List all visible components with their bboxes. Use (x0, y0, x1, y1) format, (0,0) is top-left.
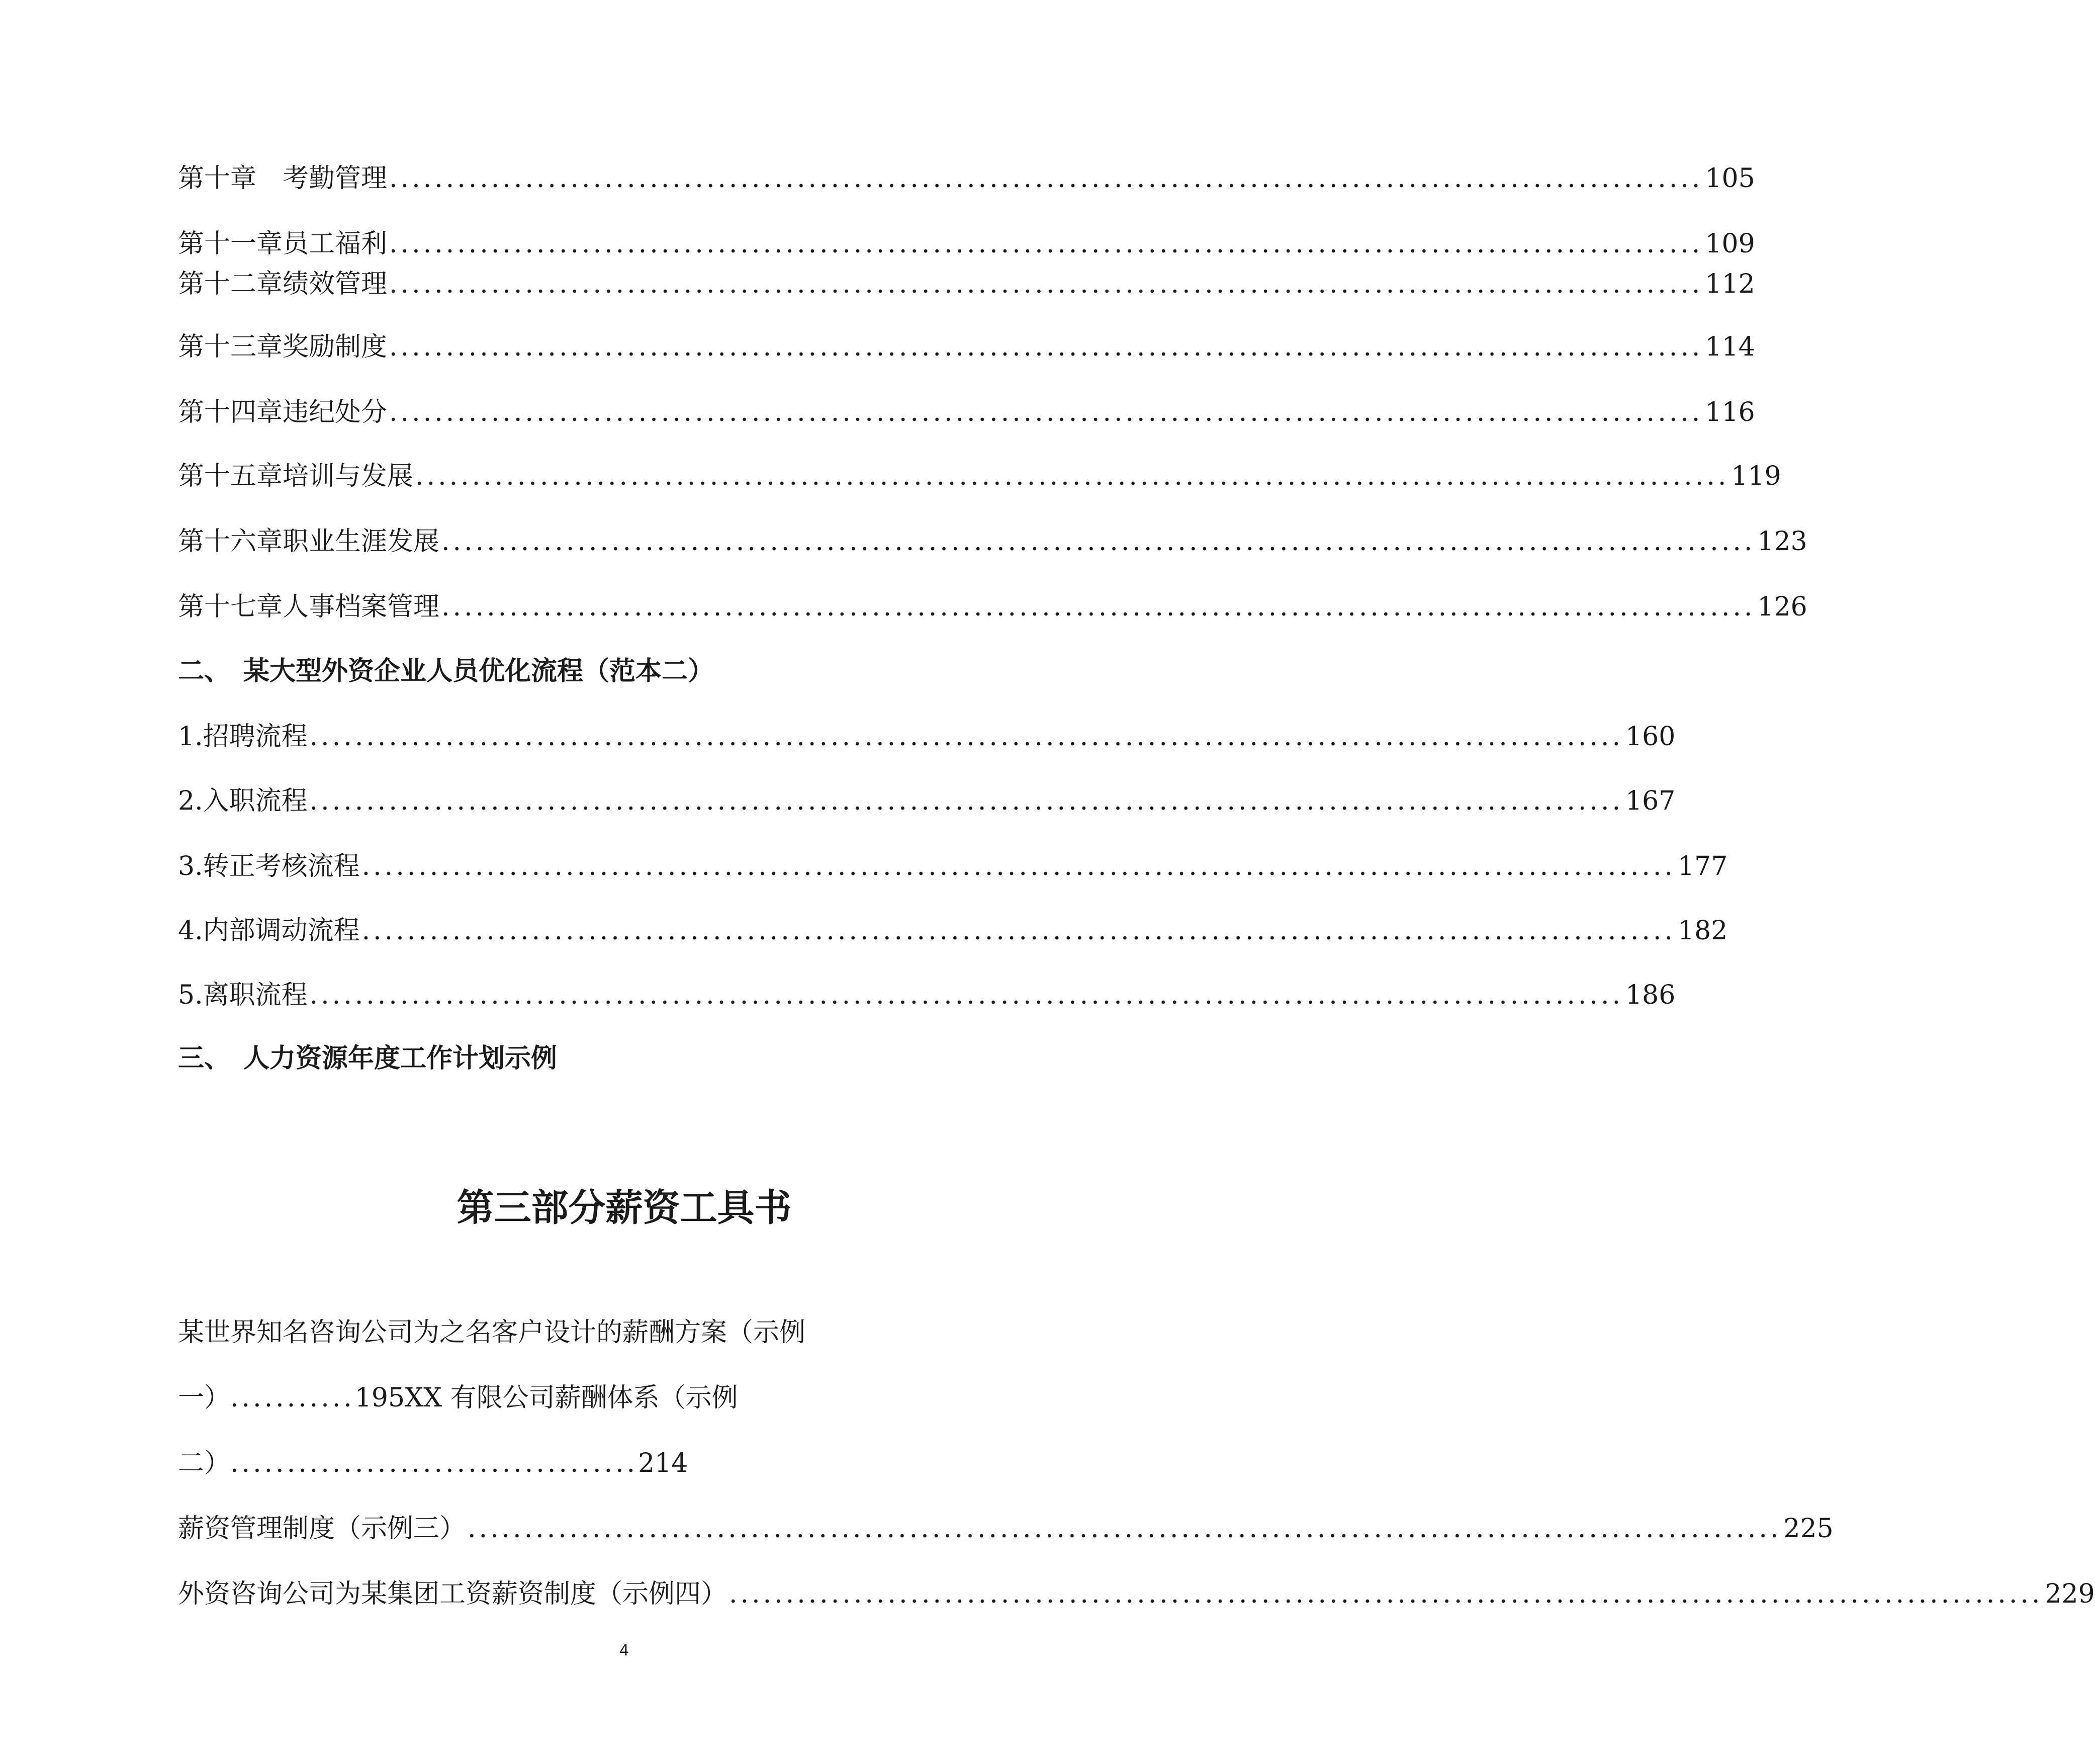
toc-entry-title: 薪资管理制度（示例三） (178, 1514, 466, 1544)
toc-entry-title: 195XX 有限公司薪酬体系（示例 (354, 1383, 738, 1413)
toc-entry-page: 225 (1783, 1514, 1834, 1544)
section-heading-3[interactable] (178, 1041, 557, 1076)
toc-entry-page: 112 (1705, 269, 1755, 299)
toc-entry-page: 160 (1625, 722, 1676, 752)
toc-entry-title: 第十三章奖励制度 (178, 332, 388, 362)
toc-leader-dots: .................................................................................................................... (389, 269, 1703, 299)
toc-entry[interactable] (178, 1511, 1834, 1546)
toc-leader-dots: .................................................................................................................... (361, 851, 1676, 881)
toc-entry[interactable] (178, 329, 1755, 365)
toc-leader-dots: .................................................................................................................... (441, 592, 1756, 622)
toc-entry-title: 5.离职流程 (178, 980, 308, 1010)
toc-leader-dots: .................................................................................................................... (729, 1579, 2043, 1609)
toc-leader-dots: .................................................................................................................... (415, 461, 1729, 491)
toc-entry-page: 126 (1757, 592, 1807, 622)
section-title: 某大型外资企业人员优化流程（范本二） (243, 656, 714, 686)
toc-entry[interactable] (178, 913, 1728, 948)
toc-entry-page: 186 (1625, 980, 1676, 1010)
toc-entry-line[interactable] (178, 1315, 805, 1350)
toc-leader-dots: ........... (230, 1383, 355, 1413)
toc-entry-page: 214 (638, 1448, 688, 1478)
page-number: 4 (619, 1642, 629, 1659)
section-number: 三、 (178, 1043, 231, 1074)
toc-entry[interactable] (178, 226, 1755, 261)
toc-leader-dots: .................................................................................................................... (309, 980, 1624, 1010)
toc-entry[interactable] (178, 719, 1676, 754)
toc-entry[interactable] (178, 524, 1807, 559)
toc-entry-title: 外资咨询公司为某集团工资薪资制度（示例四） (178, 1579, 727, 1609)
section-number: 二、 (178, 656, 231, 686)
toc-entry-title: 第十四章违纪处分 (178, 397, 388, 427)
toc-entry-page: 105 (1705, 163, 1755, 194)
toc-entry-title: 第十章 考勤管理 (178, 163, 388, 194)
toc-entry-page: 182 (1678, 916, 1728, 946)
toc-entry-title: 第十七章人事档案管理 (178, 592, 440, 622)
toc-entry[interactable] (178, 161, 1755, 196)
toc-entry-page: 229 (2045, 1579, 2095, 1609)
toc-entry-title: 2.入职流程 (178, 786, 308, 816)
toc-entry-page: 123 (1757, 526, 1807, 557)
toc-leader-dots: .................................................................................................................... (389, 397, 1703, 427)
toc-entry-page: 116 (1705, 397, 1755, 427)
toc-entry-page: 119 (1731, 461, 1781, 491)
section-heading-2[interactable] (178, 654, 714, 689)
part-title: 第三部分薪资工具书 (457, 1186, 792, 1229)
toc-entry-title: 1.招聘流程 (178, 722, 308, 752)
toc-entry[interactable] (178, 1576, 2095, 1612)
toc-entry-title: 一） (178, 1383, 231, 1413)
toc-entry-title: 第十五章培训与发展 (178, 461, 414, 491)
toc-leader-dots: .................................................................................................................... (389, 163, 1703, 194)
toc-entry-title: 某世界知名咨询公司为之名客户设计的薪酬方案（示例 (178, 1317, 806, 1348)
toc-entry-title: 第十二章绩效管理 (178, 269, 388, 299)
toc-entry-line[interactable] (178, 1446, 688, 1481)
toc-entry[interactable] (178, 267, 1755, 302)
toc-leader-dots: .................................................................................................................... (309, 722, 1624, 752)
toc-leader-dots: .................................................................................................................... (389, 332, 1703, 362)
toc-entry-title: 4.内部调动流程 (178, 916, 360, 946)
toc-entry-title: 3.转正考核流程 (178, 851, 360, 881)
toc-entry[interactable] (178, 459, 1781, 494)
toc-entry-title: 二） (178, 1448, 231, 1478)
toc-entry[interactable] (178, 589, 1807, 625)
toc-leader-dots: .................................... (230, 1448, 639, 1478)
toc-leader-dots: .................................................................................................................... (309, 786, 1624, 816)
toc-entry-title: 第十一章员工福利 (178, 229, 388, 259)
toc-leader-dots: .................................................................................................................... (468, 1514, 1782, 1544)
toc-entry-page: 167 (1625, 786, 1676, 816)
toc-entry-title: 第十六章职业生涯发展 (178, 526, 440, 557)
toc-entry-page: 177 (1678, 851, 1728, 881)
toc-leader-dots: .................................................................................................................... (361, 916, 1676, 946)
toc-entry-page: 114 (1705, 332, 1755, 362)
section-title: 人力资源年度工作计划示例 (243, 1043, 558, 1074)
toc-leader-dots: .................................................................................................................... (389, 229, 1703, 259)
toc-entry[interactable] (178, 783, 1676, 819)
toc-entry-line[interactable] (178, 1380, 738, 1416)
toc-entry[interactable] (178, 395, 1755, 430)
toc-entry[interactable] (178, 849, 1728, 884)
toc-entry[interactable] (178, 978, 1676, 1013)
toc-entry-page: 109 (1705, 229, 1755, 259)
toc-leader-dots: .................................................................................................................... (441, 526, 1756, 557)
